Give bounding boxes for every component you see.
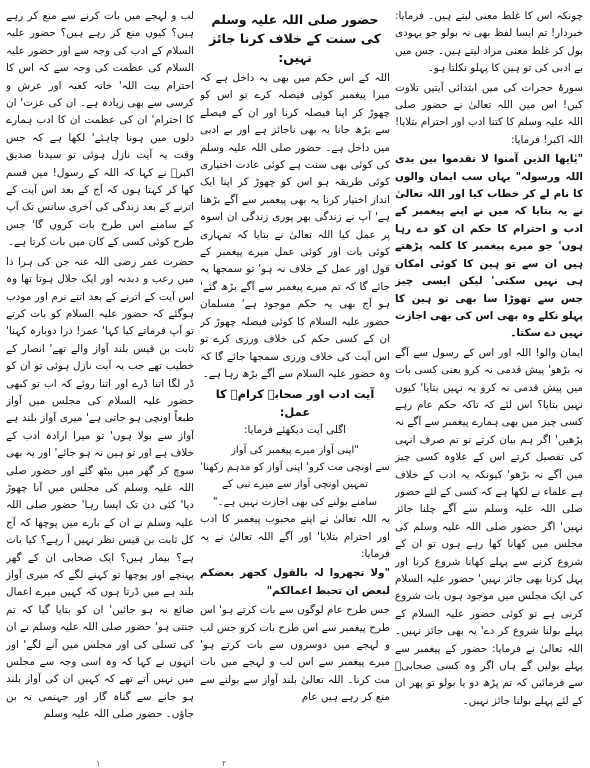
section-subheading: آیت ادب اور صحابہ کرامؓ کا عمل: [215,387,375,419]
section-heading: حضور صلی اللہ علیہ وسلم کی سنت کے خلاف کرنا جائز نہیں: [209,12,381,65]
paragraph: یہ اللہ تعالیٰ نے اپنے محبوب پیغمبر کا ادب اور احترام بتلایا' اور آگے اللہ تعالیٰ نے یہ فرمایا: [200,513,390,560]
paragraph: اللہ کے اس حکم میں بھی یہ داخل ہے کہ میرا پیغمبر کوئی فیصلہ کرے تو اس کو چھوڑ کر اپنا فیصلہ کرنا اور ان کے فیصلے سے بڑھ جانا یہ بھی ناجائز ہے اور بے ادبی میں داخل ہے۔ حضور صلی اللہ علیہ وسلم کی کوئی بھی سنت ہے کوئی عادت اختیاری کوئی طریقہ ہو اس کو چھوڑ کر اپنا ایک انداز اختیار کرنا یہ بھی پیغمبر سے آگے بڑھنا ہے' آپ نے زندگی بھر پوری زندگی ان اسوہ پر عمل کیا اللہ تعالیٰ نے بتایا کہ تمہاری کوئی بات اور کوئی عمل میرے پیغمبر کے قول اور عمل کے خلاف نہ ہو' تو سمجھا یہ جائے گا کہ تم میرے پیغمبر سے آگے بڑھ گئے' ہو آج بھی یہ حکم موجود ہے' مسلمان حضور علیہ السلام کا کوئی فیصلہ چھوڑ کر ان کے کسی حکم کی خلاف ورزی کرے تو اس آیت کی خلاف ورزی سمجھا جائے گا کہ وہ حضور علیہ السلام سے آگے بڑھ رہا ہے۔ [200,72,390,380]
column-right [395,8,583,760]
verse-line: "اپنی آواز میرے پیغمبر کی آواز [231,444,359,456]
column-middle [200,8,390,760]
verse-line: تمہیں اونچی آواز سے میرے نبی کے [222,479,368,491]
verse-line: سے اونچی مت کرو' اپنی آواز کو مدہم رکھنا' [200,461,390,473]
paragraph: ایمان والو! اللہ اور اس کے رسول سے آگے نہ بڑھو' پیش قدمی نہ کرو یعنی کسی بات میں پیش قدمی نہ کرو یہ نہیں بتایا' کیوں نہیں بتایا؟ اس لئے کہ تاکہ حکم عام رہے کسی چیز میں بھی ہمارے پیغمبر سے آگے نہ بڑھیں' اگر ہم بیان کرتے تو تم صرف انہی کی تفصیل کرتے اس کے علاوہ کسی چیز میں آگے نہ بڑھو' کیونکہ یہ ادب کے خلاف ہے علماء نے لکھا ہے کہ کسی کے لئے حضور صلی اللہ علیہ وسلم سے آگے چلنا جائز نہیں' اگر حضور صلی اللہ علیہ وسلم کی مجلس میں کھانا کھا رہے ہوں تو ان کے شروع کرنے سے پہلے کھانا شروع کرنا اور پہل کرنا بھی جائز نہیں' حضور علیہ السلام کی ایک مجلس میں موجود ہوں بات شروع کرنی ہے تو کوئی حضور علیہ السلام کے پہلے بولنا شروع کر دے' یہ بھی جائز نہیں۔ اللہ تعالیٰ نے فرمایا: حضور کے پیغمبر سے پہلے بولیں گے ہاں اگر وہ کسی صحابیؓ سے فرمائیں کہ تم پڑھ دو یا بولو تو پھر ان کے لئے پہلے بولنا جائز نہیں۔ [395,346,583,707]
footer-mark: ۲ [222,759,227,768]
footer-mark: ۱ [96,759,101,768]
paragraph: سورۂ حجرات کی میں ابتدائی آیتیں تلاوت کیں! اس میں اللہ تعالیٰ نے حضور صلی اللہ علیہ وسلم کا کتنا ادب اور احترام بتلایا! اللہ اکبر! فرمایا: [395,81,583,146]
verse-intro: اگلی آیت دیکھئے فرمایا: [243,424,347,437]
paragraph: "یٰایھا الذین آمنوا لا تقدموا بین یدی اللہ ورسولہ" یہاں سب ایمان والوں کا نام لے کر خطاب کیا اور اللہ تعالیٰ نے یہ بتایا کہ میں نے اپنے پیغمبر کے ادب و احترام کا حکم ان کو دے رہا ہوں' جو میرے پیغمبر کا کلمہ پڑھتے ہیں ان سے تو ہین کا کوئی امکان ہی نہیں سکتی' لیکن ایسی چیز جس سے تھوڑا سا بھی تو ہین کا پہلو نکلے وہ بھی اس کی بھی اجازت نہیں دے سکتا۔ [395,153,583,340]
column-left [6,8,194,760]
paragraph: جس طرح عام لوگوں سے بات کرتے ہو' اس طرح پیغمبر سے اس طرح بات کرو جس لب و لہجے میں دوسروں سے بات کرتے ہو' میرے پیغمبر سے اس لب و لہجے میں بات مت کرنا۔ اللہ تعالیٰ بلند آواز سے بولنے سے منع کر رہے ہیں عام [200,604,390,704]
paragraph: لب و لہجے میں بات کرنے سے منع کر رہے ہیں؟ کیوں منع کر رہے ہیں؟ حضور علیہ السلام کے ادب کی وجہ سے اور حضور علیہ السلام کی عظمت کی وجہ سے کہ اس کا احترام بیت اللہ' خانہ کعبہ اور عرش و کرسی سے بھی زیادہ ہے۔ ان کی عزت' ان کا احترام' ان کی عظمت ان کا ادب ہمارے دلوں میں ہونا چاہئے' لکھا ہے کہ جس وقت یہ آیت نازل ہوئی تو سیدنا صدیق اکبرؓ نے کہا کہ اللہ کے رسول! میں قسم کھا کر کہتا ہوں کہ آج کے بعد اس آیت کے اترنے کے بعد زندگی کی آخری سانس تک آپ کے سامنے اس طرح بات کروں گا' جس طرح کوئی کسی کے کان میں بات کرتا ہے۔ [6,10,194,249]
verse-line: سامنے بولنے کی بھی اجازت نہیں ہے۔" [212,496,378,508]
paragraph: حضرت عمر رضی اللہ عنہ جن کی ہرا دا میں رعب و دبدبہ اور ایک جلال ہوتا تھا وہ اس آیت کے اترنے کے بعد اتنے نرم اور مودب ہوگئے کہ حضور علیہ السلام کو بات کرتے تو آپ فرماتے کیا کہا' عمر! ذرا دوبارہ کہنا' ثابت بن قیس بلند آواز والے تھے' انصار کے خطیب تھے جب یہ آیت نازل ہوئی تو ان کو ڈر لگا اتنا ڈرے اور اتنا روئے کہ اب تو کبھی حضور علیہ السلام کی مجلس میں آواز طبعاً اونچی ہو جاتی ہے' میری آواز بلند ہے آواز سے بولا ہوں' تو میرا ارادہ ادب کے خلاف ہے اور تو ہین نہ ہو جائے' اور یہ بھی سوچ کر گھر میں بیٹھ گئے اور حضور صلی اللہ علیہ وسلم کی مجلس میں آنا چھوڑ دیا' کئی دن تک ایسا رہا' حضور صلی اللہ علیہ وسلم نے ان کے بارے میں پوچھا کہ آج کل ثابت بن قیس نظر نہیں آ رہے؟ کیا بات ہے؟ بیمار ہیں؟ ایک صحابی ان کے گھر پہنچے اور پوچھا تو کہنے لگے کہ میری آواز بلند ہے میں ڈرتا ہوں کہ کہیں میرے اعمال ضائع نہ ہو جائیں' ان کو بتایا گیا کہ تم جنتی ہو' حضور صلی اللہ علیہ وسلم نے ان کی تسلی کی اور مجلس میں آنے لگے' اور انہوں نے کہا کہ وہ اسی وجہ سے مجلس میں نہیں آتے تھے کہ کہیں ان کی آواز بلند ہو جانے سے گناہ گار اور جہنمی نہ بن جاؤں۔ حضور صلی اللہ علیہ وسلم [6,255,194,721]
arabic-verse: "ولا تجھروا لہ بالقول کجھر بعضکم لبعض ان تحبط اعمالکم" [200,567,390,597]
paragraph: چونکہ اس کا غلط معنی لیتے ہیں۔ فرمایا: خبردار! تم ایسا لفظ بھی نہ بولو جو یہودی بول کر غلط معنی مراد لیتے ہیں۔ جس میں بے ادبی کی تو ہین کا پہلو نکلتا ہو۔ [395,10,583,75]
page-footer-marks [0,760,590,767]
